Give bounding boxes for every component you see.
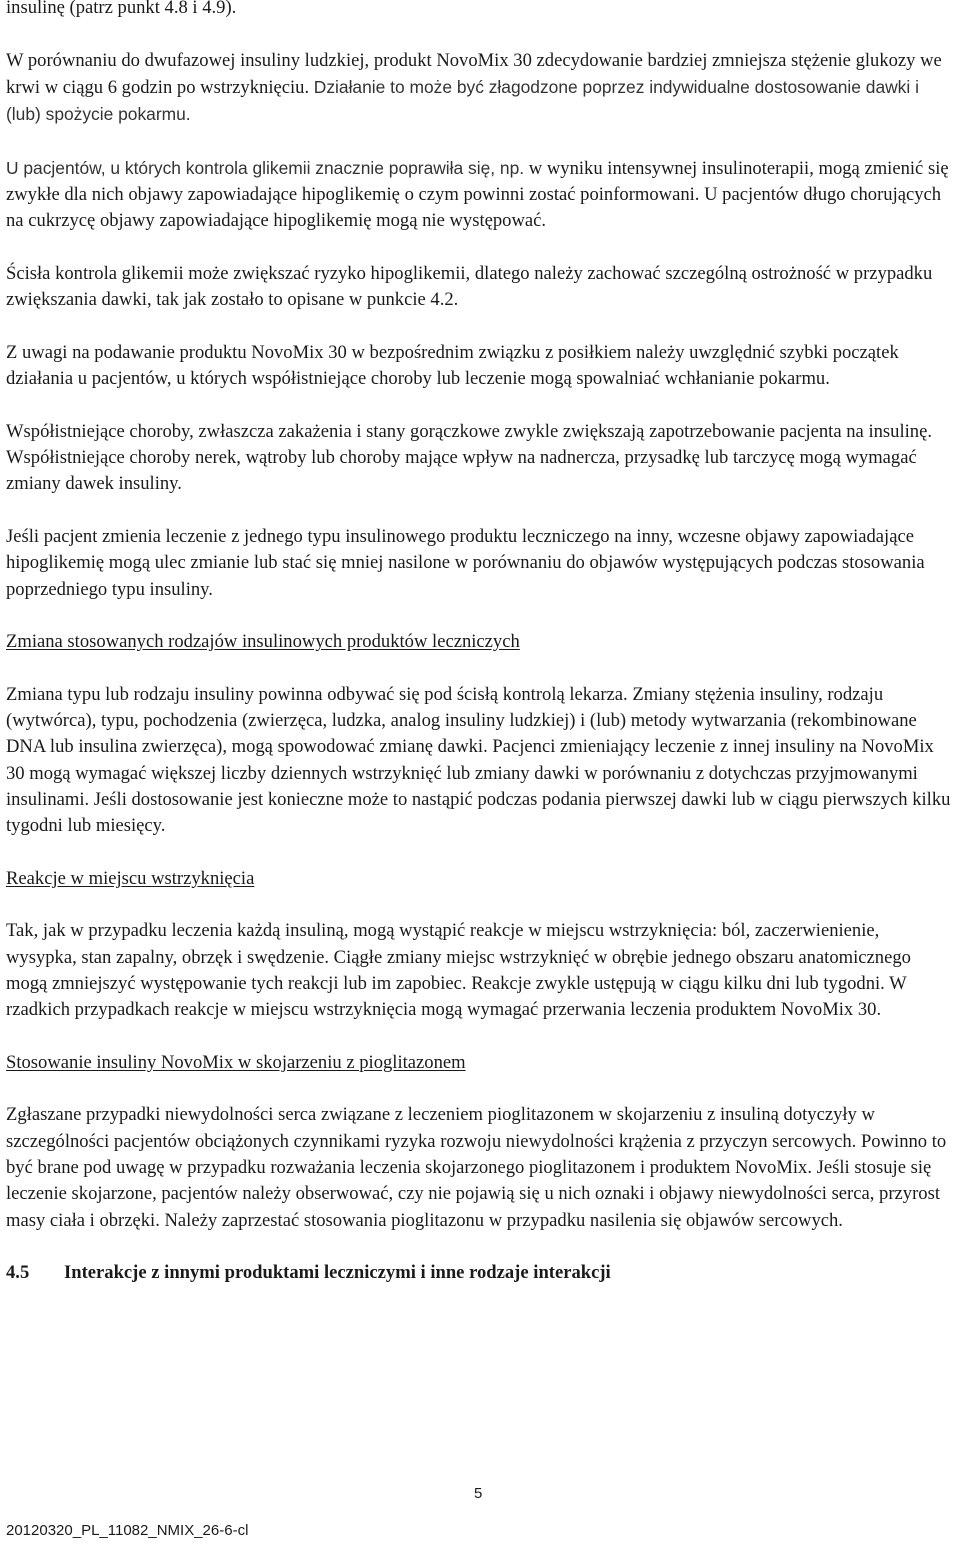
paragraph-comorbidities: Współistniejące choroby, zwłaszcza zakażenia i stany gorączkowe zwykle zwiększają zapotrzebowanie pacjenta na insulinę. Współistniejące choroby nerek, wątroby lub choroby mające wpływ na nadnercza, przysadkę lub tarczycę mogą wymagać zmiany dawek insuliny. xyxy=(6,420,932,495)
text-glycemic-control: U pacjentów, u których kontrola glikemii znacznie poprawiła się, np. xyxy=(6,157,525,178)
paragraph-continuation: insulinę (patrz punkt 4.8 i 4.9). xyxy=(6,0,237,18)
section-number: 4.5 xyxy=(6,1262,30,1284)
paragraph-novomix-comparison xyxy=(6,48,954,129)
document-body xyxy=(6,0,954,1287)
text-intensive-therapy: w wyniku intensywnej insulinoterapii, mogą zmienić się zwykłe dla nich objawy zapowiadające hipoglikemię o czym powinni zostać poinformowani. xyxy=(6,157,949,206)
subheading-pioglitazone: Stosowanie insuliny NovoMix w skojarzeniu z pioglitazonem xyxy=(6,1051,466,1073)
subheading-insulin-change: Zmiana stosowanych rodzajów insulinowych produktów leczniczych xyxy=(6,631,520,653)
page-number: 5 xyxy=(474,1485,483,1502)
paragraph-hypoglycemia-symptoms xyxy=(6,155,954,235)
section-title: Interakcje z innymi produktami leczniczymi i inne rodzaje interakcji xyxy=(64,1262,611,1284)
paragraph-meal-timing: Z uwagi na podawanie produktu NovoMix 30 w bezpośrednim związku z posiłkiem należy uwzględnić szybki początek działania u pacjentów, u których współistniejące choroby lub leczenie mogą spowalniać wchłanianie pokarmu. xyxy=(6,341,899,390)
text-mitigation: Działanie to może być złagodzone poprzez indywidualne dostosowanie dawki i (lub) spożycie pokarmu. xyxy=(6,76,919,125)
paragraph-insulin-change: Zmiana typu lub rodzaju insuliny powinna odbywać się pod ścisłą kontrolą lekarza. Zmiany stężenia insuliny, rodzaju (wytwórca), typu, pochodzenia (zwierzęca, ludzka, analog insuliny ludzkiej) i (lub) metody wytwarzania (rekombinowane DNA lub insulina zwierzęca), mogą spowodować zmianę dawki. Pacjenci zmieniający leczenie z innej insuliny na NovoMix 30 mogą wymagać większej liczby dziennych wstrzyknięć lub zmiany dawki w porównaniu z dotychczas przyjmowanymi insulinami. Jeśli dostosowanie jest konieczne może to nastąpić podczas podania pierwszej dawki lub w ciągu pierwszych kilku tygodni lub miesięcy. xyxy=(6,683,951,837)
document-id: 20120320_PL_11082_NMIX_26-6-cl xyxy=(6,1522,249,1539)
paragraph-injection-site: Tak, jak w przypadku leczenia każdą insuliną, mogą wystąpić reakcje w miejscu wstrzyknięcia: ból, zaczerwienienie, wysypka, stan zapalny, obrzęk i swędzenie. Ciągłe zmiany miejsc wstrzyknięć w obrębie jednego obszaru anatomicznego mogą zmniejszyć występowanie tych reakcji lub im zapobiec. Reakcje zwykle ustępują w ciągu kilku dni lub tygodni. W rzadkich przypadkach reakcje w miejscu wstrzyknięcia mogą wymagać przerwania leczenia produktem NovoMix 30. xyxy=(6,920,911,1021)
paragraph-pioglitazone: Zgłaszane przypadki niewydolności serca związane z leczeniem pioglitazonem w skojarzeniu z insuliną dotyczyły w szczególności pacjentów obciążonych czynnikami ryzyka rozwoju niewydolności krążenia z przyczyn sercowych. Powinno to być brane pod uwagę w przypadku rozważania leczenia skojarzonego pioglitazonem i produktem NovoMix. Jeśli stosuje się leczenie skojarzone, pacjentów należy obserwować, czy nie pojawią się u nich oznaki i objawy niewydolności serca, przyrost masy ciała i obrzęki. Należy zaprzestać stosowania pioglitazonu w przypadku nasilenia się objawów sercowych. xyxy=(6,1104,947,1231)
subheading-injection-site: Reakcje w miejscu wstrzyknięcia xyxy=(6,867,255,889)
paragraph-strict-control: Ścisła kontrola glikemii może zwiększać ryzyko hipoglikemii, dlatego należy zachować szczególną ostrożność w przypadku zwiększania dawki, tak jak zostało to opisane w punkcie 4.2. xyxy=(6,262,933,311)
text-comparison: W porównaniu do dwufazowej insuliny ludzkiej, produkt NovoMix 30 zdecydowanie bardziej zmniejsza stężenie glukozy we krwi w ciągu 6 godzin po wstrzyknięciu. xyxy=(6,49,942,98)
section-heading xyxy=(6,1260,954,1286)
paragraph-switching-warning: Jeśli pacjent zmienia leczenie z jednego typu insulinowego produktu leczniczego na inny, wczesne objawy zapowiadające hipoglikemię mogą ulec zmianie lub stać się mniej nasilone w porównaniu do objawów występujących podczas stosowania poprzedniego typu insuliny. xyxy=(6,525,925,600)
text-long-term-patients: U pacjentów długo chorujących na cukrzycę objawy zapowiadające hipoglikemię mogą nie występować. xyxy=(6,184,942,232)
